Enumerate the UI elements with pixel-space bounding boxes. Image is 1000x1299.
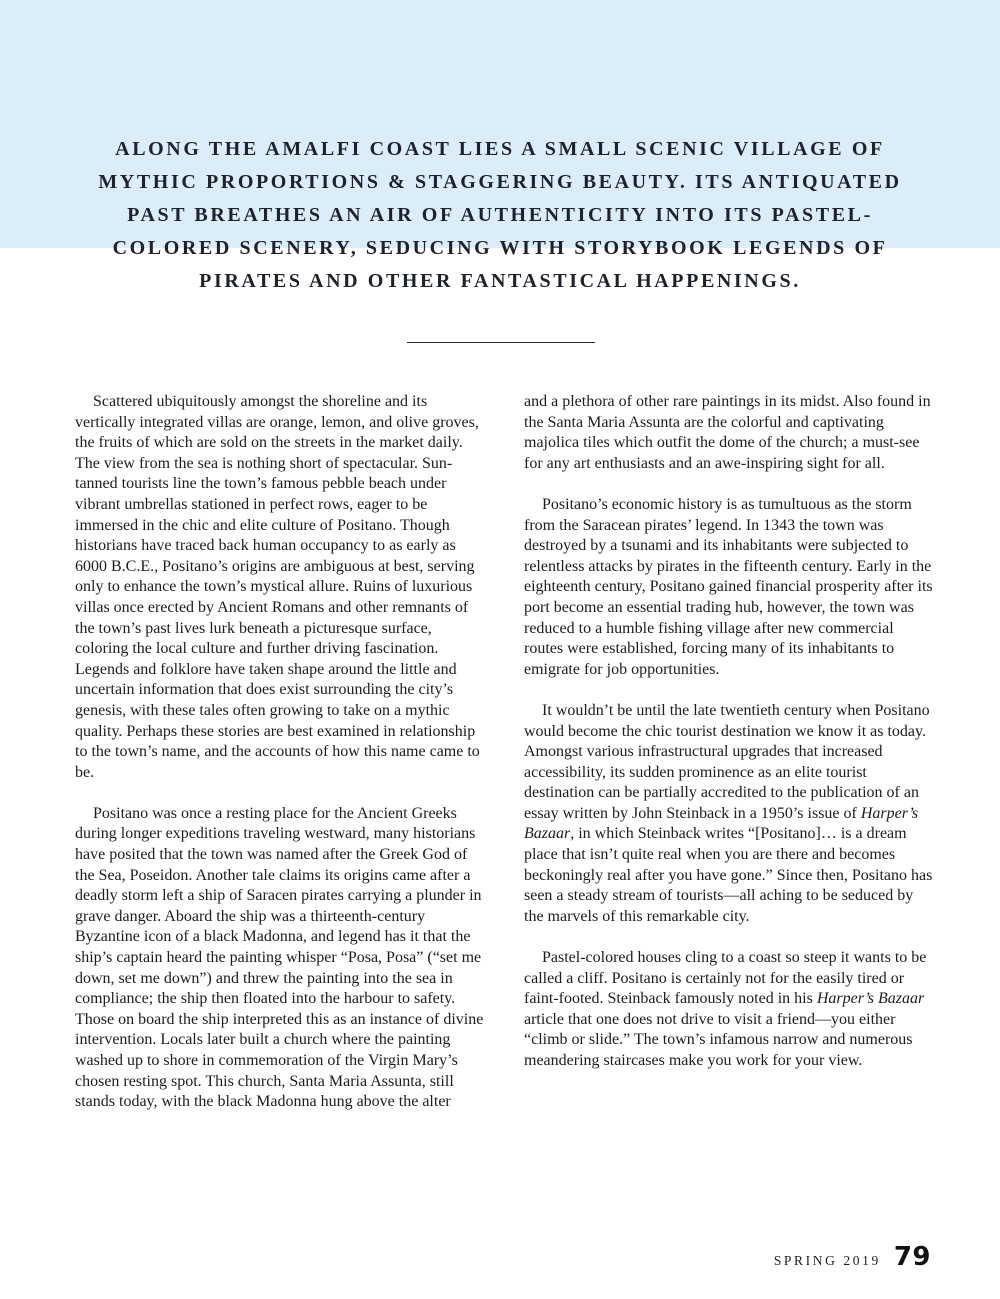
left-column: [75, 392, 484, 1133]
deck-line: MYTHIC PROPORTIONS & STAGGERING BEAUTY. ITS ANTIQUATED: [98, 171, 902, 193]
deck-line: PAST BREATHES AN AIR OF AUTHENTICITY INTO ITS PASTEL-: [127, 204, 873, 226]
section-divider: [407, 342, 595, 343]
deck-line: PIRATES AND OTHER FANTASTICAL HAPPENINGS.: [199, 270, 801, 292]
deck-line: ALONG THE AMALFI COAST LIES A SMALL SCENIC VILLAGE OF: [115, 138, 885, 160]
paragraph: Pastel-colored houses cling to a coast so steep it wants to be called a cliff. Positano is certainly not for the easily tired or faint-footed. Steinback famously noted in his Harper’s Bazaar article that one does not drive to visit a friend—you either “climb or slide.” The town’s infamous narrow and numerous meandering staircases make you work for your view.: [524, 949, 927, 1069]
paragraph: and a plethora of other rare paintings in its midst. Also found in the Santa Maria Assunta are the colorful and captivating majolica tiles which outfit the dome of the church; a must-see for any art enthusiasts and an awe-inspiring sight for all.: [524, 393, 931, 472]
paragraph: It wouldn’t be until the late twentieth century when Positano would become the chic tourist destination we know it as today. Amongst various infrastructural upgrades that increased accessibility, its sudden prominence as an elite tourist destination can be partially accredited to the publication of an essay written by John Steinback in a 1950’s issue of Harper’s Bazaar, in which Steinback writes “[Positano]… is a dream place that isn’t quite real when you are there and becomes beckoningly real after you have gone.” Since then, Positano has seen a steady stream of tourists—all aching to be seduced by the marvels of this remarkable city.: [524, 701, 933, 925]
article-deck: [0, 133, 1000, 298]
paragraph: Positano’s economic history is as tumultuous as the storm from the Saracean pirates’ legend. In 1343 the town was destroyed by a tsunami and its inhabitants were subjected to relentless attacks by pirates in the fifteenth century. Early in the eighteenth century, Positano gained financial prosperity after its port become an essential trading hub, however, the town was reduced to a humble fishing village after new commercial routes were established, forcing many of its inhabitants to emigrate for job opportunities.: [524, 495, 933, 678]
page-number: 79: [893, 1242, 931, 1272]
article-body: [75, 392, 933, 1133]
right-column: [524, 392, 933, 1133]
page-footer: [774, 1242, 931, 1272]
issue-label: SPRING 2019: [773, 1253, 881, 1268]
paragraph: Scattered ubiquitously amongst the shoreline and its vertically integrated villas are orange, lemon, and olive groves, the fruits of which are sold on the streets in the market daily. The view from the sea is nothing short of spectacular. Sun-tanned tourists line the town’s famous pebble beach under vibrant umbrellas stationed in perfect rows, eager to be immersed in the chic and elite culture of Positano. Though historians have traced back human occupancy to as early as 6000 B.C.E., Positano’s origins are ambiguous at best, serving only to enhance the town’s mystical allure. Ruins of luxurious villas once erected by Ancient Romans and other remnants of the town’s past lives lurk beneath a picturesque surface, coloring the local culture and further driving fascination. Legends and folklore have taken shape around the little and uncertain information that does exist surrounding the city’s genesis, with these tales often growing to take on a mythic quality. Perhaps these stories are best examined in relationship to the town’s name, and the accounts of how this name came to be.: [75, 393, 480, 781]
paragraph: Positano was once a resting place for the Ancient Greeks during longer expeditions traveling westward, many historians have posited that the town was named after the Greek God of the Sea, Poseidon. Another tale claims its origins came after a deadly storm left a ship of Saracen pirates carrying a plunder in grave danger. Aboard the ship was a thirteenth-century Byzantine icon of a black Madonna, and legend has it that the ship’s captain heard the painting whisper “Posa, Posa” (“set me down, set me down”) and threw the painting into the sea in compliance; the ship then floated into the harbour to safety. Those on board the ship interpreted this as an instance of divine intervention. Locals later built a church where the painting washed up to shore in commemoration of the Virgin Mary’s chosen resting spot. This church, Santa Maria Assunta, still stands today, with the black Madonna hung above the alter: [75, 804, 484, 1111]
deck-line: COLORED SCENERY, SEDUCING WITH STORYBOOK LEGENDS OF: [112, 237, 888, 259]
